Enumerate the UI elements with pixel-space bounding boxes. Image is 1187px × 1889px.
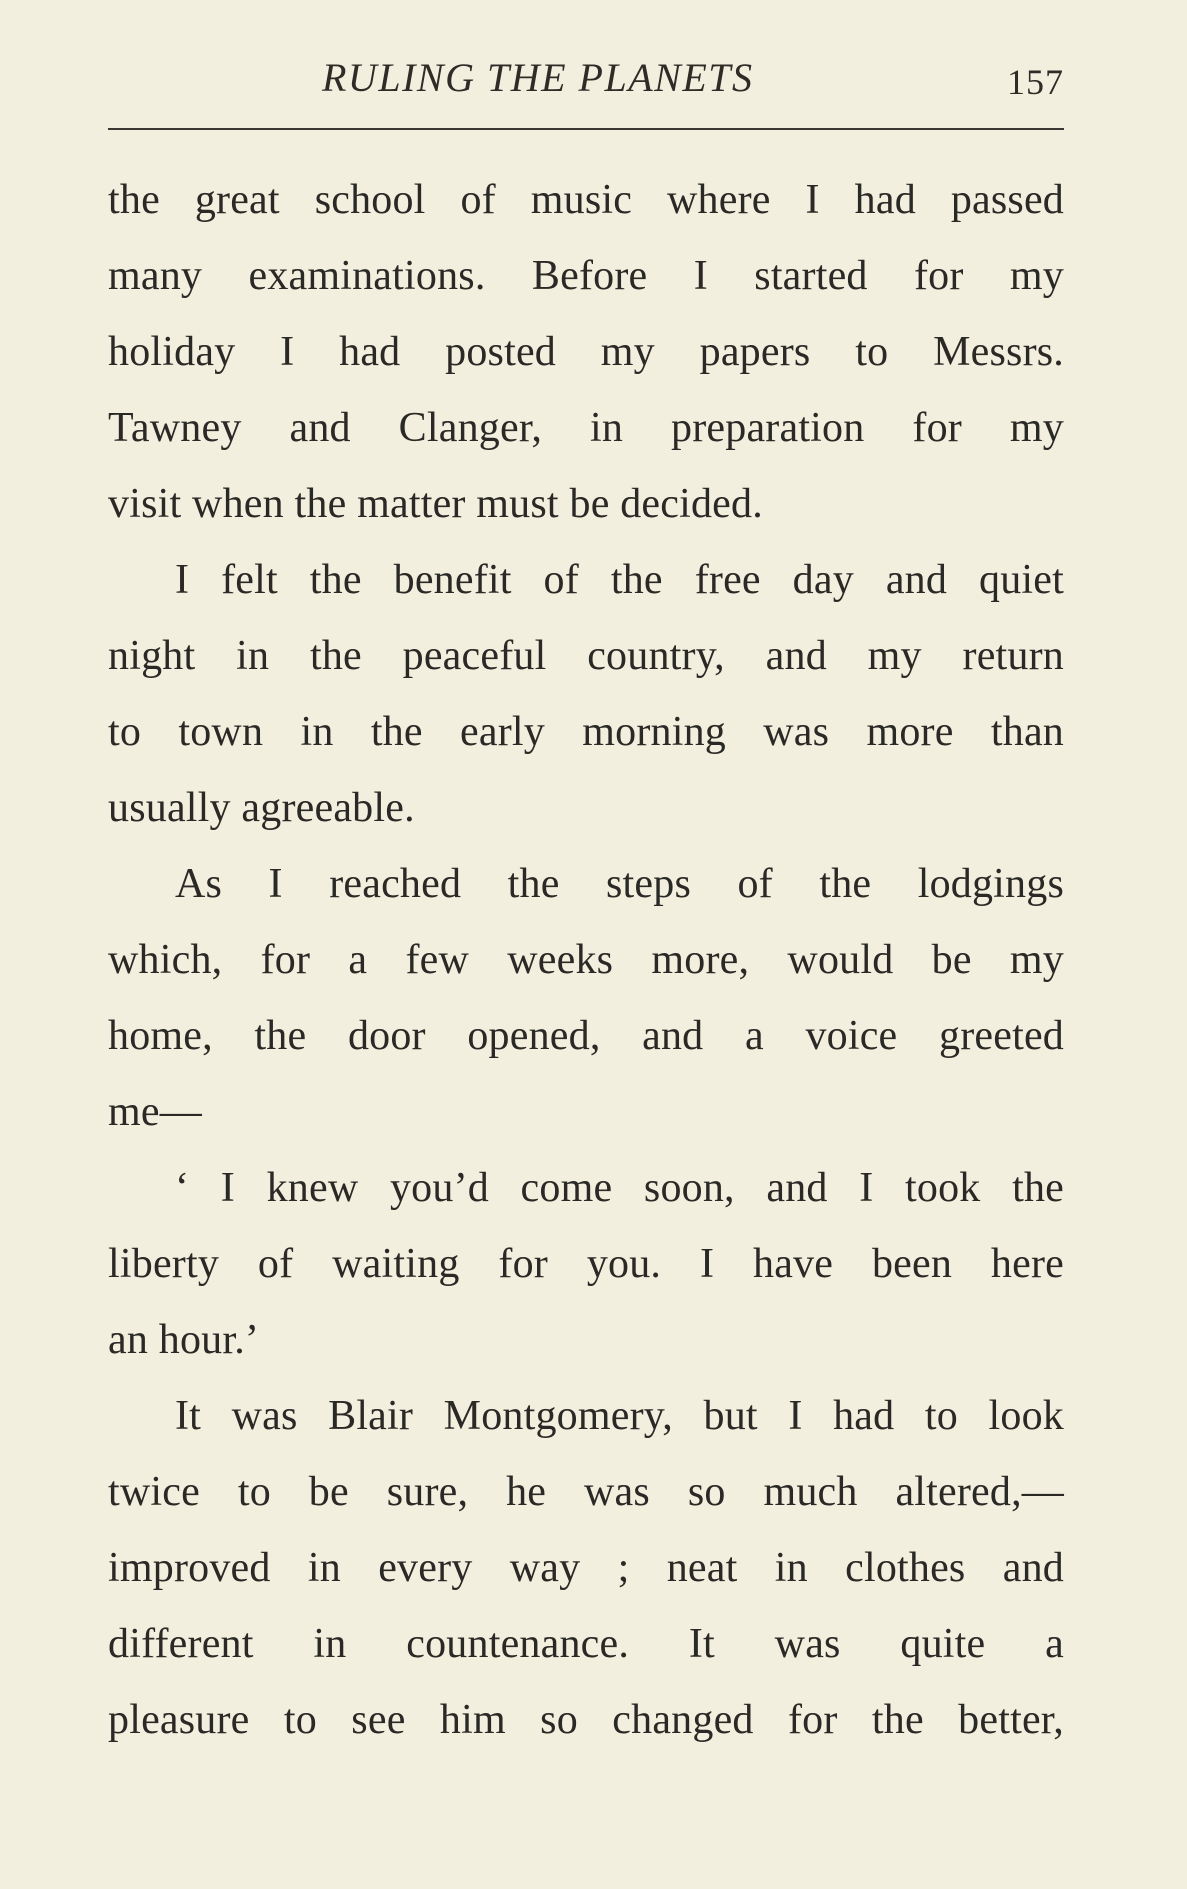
text-line: different in countenance. It was quite a: [108, 1621, 1064, 1667]
body-text: [108, 162, 1064, 1758]
page-number: 157: [1007, 62, 1064, 102]
text-line: which, for a few weeks more, would be my: [108, 937, 1064, 983]
header-rule: [108, 128, 1064, 130]
text-line: many examinations. Before I started for my: [108, 253, 1064, 299]
text-line: to town in the early morning was more than: [108, 709, 1064, 755]
text-line: me—: [108, 1089, 202, 1135]
running-title: RULING THE PLANETS: [322, 55, 754, 100]
text-line: pleasure to see him so changed for the better,: [108, 1697, 1064, 1743]
text-line: liberty of waiting for you. I have been here: [108, 1241, 1064, 1287]
running-head: [108, 50, 1064, 106]
text-line: an hour.’: [108, 1317, 260, 1363]
text-line: visit when the matter must be decided.: [108, 481, 763, 527]
text-line: improved in every way ; neat in clothes and: [108, 1545, 1064, 1591]
text-line: ‘ I knew you’d come soon, and I took the: [175, 1165, 1064, 1211]
text-line: Tawney and Clanger, in preparation for my: [108, 405, 1064, 451]
text-line: I felt the benefit of the free day and quiet: [175, 557, 1064, 603]
text-line: holiday I had posted my papers to Messrs.: [108, 329, 1064, 375]
text-line: home, the door opened, and a voice greeted: [108, 1013, 1064, 1059]
text-line: usually agreeable.: [108, 785, 415, 831]
text-line: the great school of music where I had passed: [108, 177, 1064, 223]
text-line: As I reached the steps of the lodgings: [175, 861, 1064, 907]
text-line: It was Blair Montgomery, but I had to look: [175, 1393, 1064, 1439]
text-line: night in the peaceful country, and my return: [108, 633, 1064, 679]
text-line: twice to be sure, he was so much altered,—: [108, 1469, 1064, 1515]
